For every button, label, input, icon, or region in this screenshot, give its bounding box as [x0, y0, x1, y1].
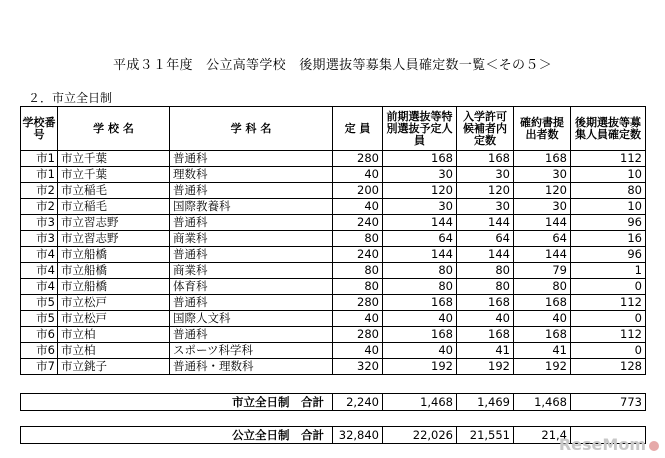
cell-candidates: 120 — [457, 183, 514, 199]
grandtotal-capacity: 32,840 — [333, 427, 383, 444]
table-header-row — [21, 107, 646, 151]
cell-prior: 80 — [383, 279, 457, 295]
table-row — [21, 295, 646, 311]
cell-school: 市立船橋 — [58, 279, 170, 295]
subtotal-table — [20, 393, 646, 411]
table-row — [21, 279, 646, 295]
cell-pledge: 144 — [514, 247, 571, 263]
cell-later: 16 — [571, 231, 646, 247]
watermark-text: ReseMom — [558, 435, 646, 454]
cell-capacity: 40 — [333, 199, 383, 215]
cell-dept: 普通科・理数科 — [170, 359, 333, 375]
cell-candidates: 168 — [457, 295, 514, 311]
table-row — [21, 343, 646, 359]
cell-school: 市立習志野 — [58, 215, 170, 231]
cell-later: 112 — [571, 151, 646, 167]
cell-later: 1 — [571, 263, 646, 279]
header-school: 学 校 名 — [58, 107, 170, 151]
cell-pledge: 64 — [514, 231, 571, 247]
cell-prior: 40 — [383, 343, 457, 359]
table-row — [21, 311, 646, 327]
cell-candidates: 168 — [457, 327, 514, 343]
cell-school: 市立銚子 — [58, 359, 170, 375]
cell-candidates: 41 — [457, 343, 514, 359]
cell-later: 112 — [571, 327, 646, 343]
cell-capacity: 320 — [333, 359, 383, 375]
table-row — [21, 359, 646, 375]
cell-dept: 商業科 — [170, 263, 333, 279]
grandtotal-label: 公立全日制 合計 — [21, 427, 333, 444]
cell-school: 市立船橋 — [58, 263, 170, 279]
table-row — [21, 199, 646, 215]
cell-prior: 168 — [383, 295, 457, 311]
subtotal-label: 市立全日制 合計 — [21, 394, 333, 411]
cell-candidates: 30 — [457, 167, 514, 183]
header-dept: 学 科 名 — [170, 107, 333, 151]
cell-candidates: 80 — [457, 263, 514, 279]
header-capacity: 定 員 — [333, 107, 383, 151]
cell-pledge: 40 — [514, 311, 571, 327]
grandtotal-table — [20, 426, 646, 444]
table-row — [21, 231, 646, 247]
cell-candidates: 144 — [457, 247, 514, 263]
cell-capacity: 80 — [333, 231, 383, 247]
recruitment-table — [20, 106, 646, 375]
cell-later: 96 — [571, 247, 646, 263]
cell-candidates: 64 — [457, 231, 514, 247]
cell-code: 市5 — [21, 311, 58, 327]
cell-code: 市6 — [21, 343, 58, 359]
cell-dept: 普通科 — [170, 327, 333, 343]
table-row — [21, 247, 646, 263]
cell-code: 市5 — [21, 295, 58, 311]
cell-school: 市立稲毛 — [58, 183, 170, 199]
cell-later: 80 — [571, 183, 646, 199]
cell-prior: 168 — [383, 151, 457, 167]
cell-prior: 168 — [383, 327, 457, 343]
table-row — [21, 263, 646, 279]
cell-dept: 国際人文科 — [170, 311, 333, 327]
cell-school: 市立柏 — [58, 343, 170, 359]
cell-pledge: 80 — [514, 279, 571, 295]
table-row — [21, 327, 646, 343]
cell-code: 市4 — [21, 247, 58, 263]
cell-prior: 30 — [383, 167, 457, 183]
cell-school: 市立千葉 — [58, 167, 170, 183]
cell-capacity: 240 — [333, 247, 383, 263]
subtotal-candidates: 1,469 — [457, 394, 514, 411]
cell-school: 市立船橋 — [58, 247, 170, 263]
cell-pledge: 79 — [514, 263, 571, 279]
cell-later: 10 — [571, 167, 646, 183]
header-prior: 前期選抜等特別選抜予定人員 — [383, 107, 457, 151]
table-row — [21, 215, 646, 231]
cell-later: 10 — [571, 199, 646, 215]
cell-pledge: 30 — [514, 199, 571, 215]
cell-later: 0 — [571, 311, 646, 327]
cell-code: 市2 — [21, 199, 58, 215]
subtotal-later: 773 — [571, 394, 646, 411]
cell-prior: 40 — [383, 311, 457, 327]
cell-dept: 普通科 — [170, 215, 333, 231]
grandtotal-candidates: 21,551 — [457, 427, 514, 444]
cell-pledge: 144 — [514, 215, 571, 231]
cell-dept: 体育科 — [170, 279, 333, 295]
cell-pledge: 168 — [514, 327, 571, 343]
subtotal-capacity: 2,240 — [333, 394, 383, 411]
cell-school: 市立松戸 — [58, 295, 170, 311]
cell-capacity: 80 — [333, 279, 383, 295]
table-row — [21, 151, 646, 167]
cell-later: 96 — [571, 215, 646, 231]
cell-pledge: 41 — [514, 343, 571, 359]
grandtotal-prior: 22,026 — [383, 427, 457, 444]
cell-prior: 144 — [383, 247, 457, 263]
header-pledge: 確約書提出者数 — [514, 107, 571, 151]
cell-pledge: 168 — [514, 295, 571, 311]
cell-candidates: 80 — [457, 279, 514, 295]
cell-prior: 144 — [383, 215, 457, 231]
cell-code: 市2 — [21, 183, 58, 199]
cell-prior: 30 — [383, 199, 457, 215]
cell-school: 市立松戸 — [58, 311, 170, 327]
cell-dept: スポーツ科学科 — [170, 343, 333, 359]
cell-code: 市4 — [21, 279, 58, 295]
cell-capacity: 240 — [333, 215, 383, 231]
cell-candidates: 40 — [457, 311, 514, 327]
grandtotal-row — [21, 427, 646, 444]
subtotal-row — [21, 394, 646, 411]
cell-code: 市3 — [21, 231, 58, 247]
cell-dept: 普通科 — [170, 151, 333, 167]
cell-later: 128 — [571, 359, 646, 375]
cell-candidates: 30 — [457, 199, 514, 215]
cell-candidates: 168 — [457, 151, 514, 167]
cell-prior: 192 — [383, 359, 457, 375]
cell-pledge: 120 — [514, 183, 571, 199]
cell-code: 市4 — [21, 263, 58, 279]
cell-prior: 64 — [383, 231, 457, 247]
cell-code: 市1 — [21, 151, 58, 167]
cell-school: 市立千葉 — [58, 151, 170, 167]
cell-pledge: 192 — [514, 359, 571, 375]
cell-capacity: 40 — [333, 167, 383, 183]
cell-candidates: 192 — [457, 359, 514, 375]
table-row — [21, 183, 646, 199]
cell-code: 市3 — [21, 215, 58, 231]
table-row — [21, 167, 646, 183]
watermark-logo — [559, 435, 659, 454]
cell-prior: 120 — [383, 183, 457, 199]
cell-capacity: 280 — [333, 151, 383, 167]
cell-dept: 普通科 — [170, 247, 333, 263]
subtotal-prior: 1,468 — [383, 394, 457, 411]
section-heading: ２．市立全日制 — [28, 91, 113, 105]
cell-capacity: 280 — [333, 295, 383, 311]
cell-pledge: 30 — [514, 167, 571, 183]
cell-prior: 80 — [383, 263, 457, 279]
cell-later: 0 — [571, 279, 646, 295]
cell-code: 市7 — [21, 359, 58, 375]
cell-later: 0 — [571, 343, 646, 359]
grandtotal-pledge: 21,4 — [514, 427, 571, 444]
cell-capacity: 80 — [333, 263, 383, 279]
cell-capacity: 200 — [333, 183, 383, 199]
cell-capacity: 40 — [333, 311, 383, 327]
header-code: 学校番号 — [21, 107, 58, 151]
cell-dept: 国際教養科 — [170, 199, 333, 215]
cell-school: 市立柏 — [58, 327, 170, 343]
cell-pledge: 168 — [514, 151, 571, 167]
header-candidates: 入学許可候補者内定数 — [457, 107, 514, 151]
cell-dept: 普通科 — [170, 295, 333, 311]
page-title: 平成３１年度 公立高等学校 後期選抜等募集人員確定数一覧＜その５＞ — [113, 58, 552, 73]
cell-dept: 商業科 — [170, 231, 333, 247]
cell-school: 市立習志野 — [58, 231, 170, 247]
subtotal-pledge: 1,468 — [514, 394, 571, 411]
cell-later: 112 — [571, 295, 646, 311]
cell-candidates: 144 — [457, 215, 514, 231]
cell-capacity: 40 — [333, 343, 383, 359]
cell-dept: 普通科 — [170, 183, 333, 199]
cell-dept: 理数科 — [170, 167, 333, 183]
cell-code: 市6 — [21, 327, 58, 343]
cell-capacity: 280 — [333, 327, 383, 343]
header-later: 後期選抜等募集人員確定数 — [571, 107, 646, 151]
watermark-dot-icon — [649, 441, 659, 451]
cell-code: 市1 — [21, 167, 58, 183]
cell-school: 市立稲毛 — [58, 199, 170, 215]
